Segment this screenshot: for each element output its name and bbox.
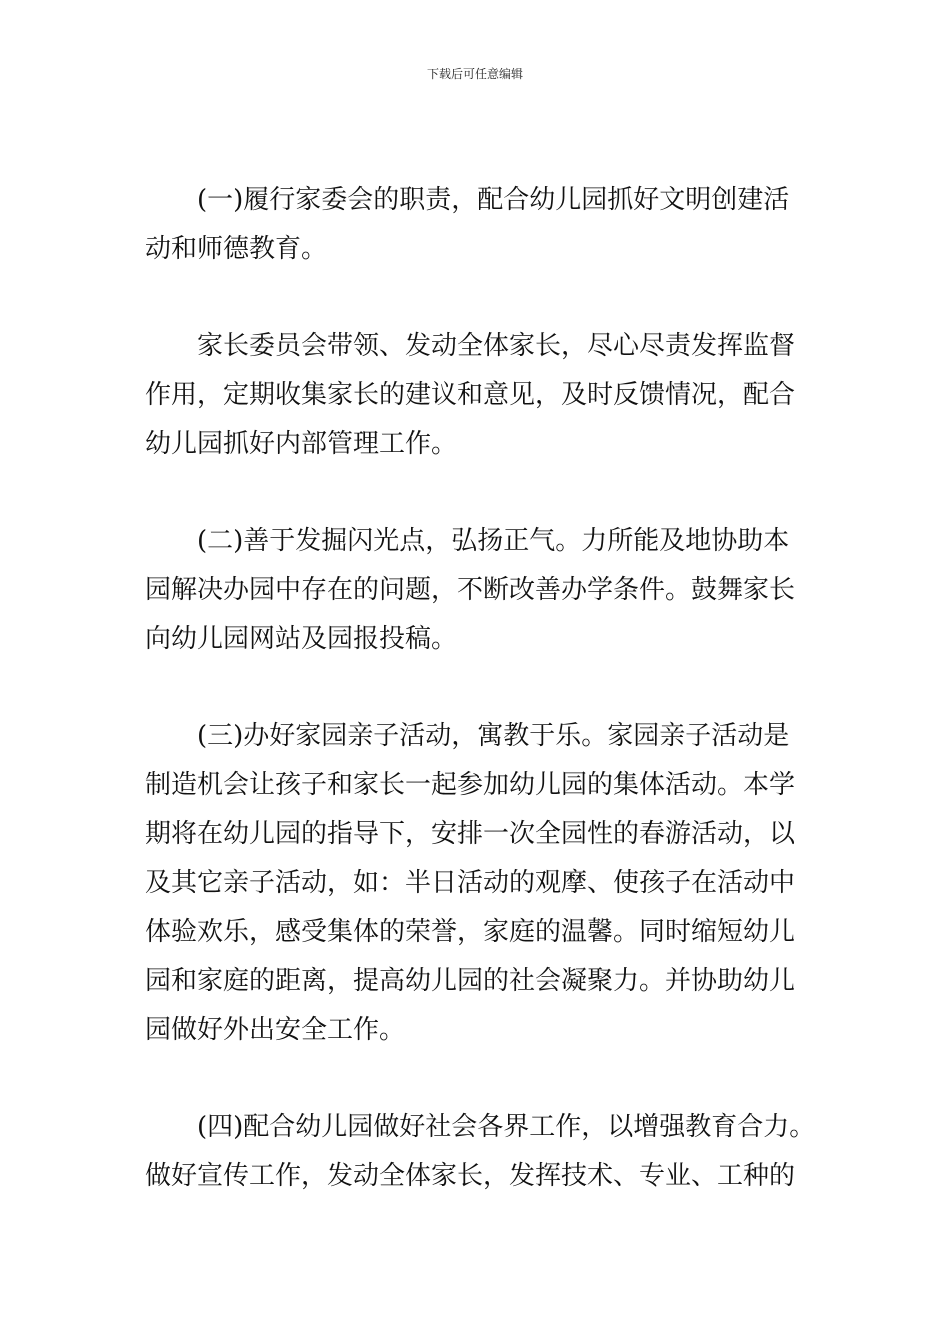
paragraph-line: 动和师德教育。 (145, 234, 328, 264)
paragraph-line: 体验欢乐，感受集体的荣誉，家庭的温馨。同时缩短幼儿 (145, 917, 796, 947)
paragraph-line: 家长委员会带领、发动全体家长，尽心尽责发挥监督 (197, 331, 796, 361)
paragraph-line: (四)配合幼儿园做好社会各界工作，以增强教育合力。 (197, 1112, 816, 1142)
paragraph-1 (145, 176, 845, 274)
paragraph-line: 园和家庭的距离，提高幼儿园的社会凝聚力。并协助幼儿 (145, 966, 796, 996)
page-header-note: 下载后可任意编辑 (426, 67, 523, 81)
paragraph-line: 园解决办园中存在的问题，不断改善办学条件。鼓舞家长 (145, 575, 796, 605)
paragraph-line: (三)办好家园亲子活动，寓教于乐。家园亲子活动是 (197, 721, 790, 751)
paragraph-line: (二)善于发掘闪光点，弘扬正气。力所能及地协助本 (197, 526, 790, 556)
paragraph-2 (145, 322, 845, 469)
paragraph-line: 园做好外出安全工作。 (145, 1015, 406, 1045)
paragraph-line: 向幼儿园网站及园报投稿。 (145, 624, 458, 654)
paragraph-4 (145, 712, 845, 1055)
paragraph-line: (一)履行家委会的职责，配合幼儿园抓好文明创建活 (197, 185, 790, 215)
paragraph-line: 制造机会让孩子和家长一起参加幼儿园的集体活动。本学 (145, 770, 796, 800)
paragraph-5 (145, 1103, 845, 1201)
paragraph-3 (145, 517, 845, 664)
paragraph-line: 做好宣传工作，发动全体家长，发挥技术、专业、工种的 (145, 1161, 796, 1191)
paragraph-line: 期将在幼儿园的指导下，安排一次全园性的春游活动，以 (145, 819, 796, 849)
document-body (145, 176, 845, 1249)
paragraph-line: 幼儿园抓好内部管理工作。 (145, 429, 458, 459)
paragraph-line: 及其它亲子活动，如：半日活动的观摩、使孩子在活动中 (145, 868, 796, 898)
paragraph-line: 作用，定期收集家长的建议和意见，及时反馈情况，配合 (145, 380, 796, 410)
